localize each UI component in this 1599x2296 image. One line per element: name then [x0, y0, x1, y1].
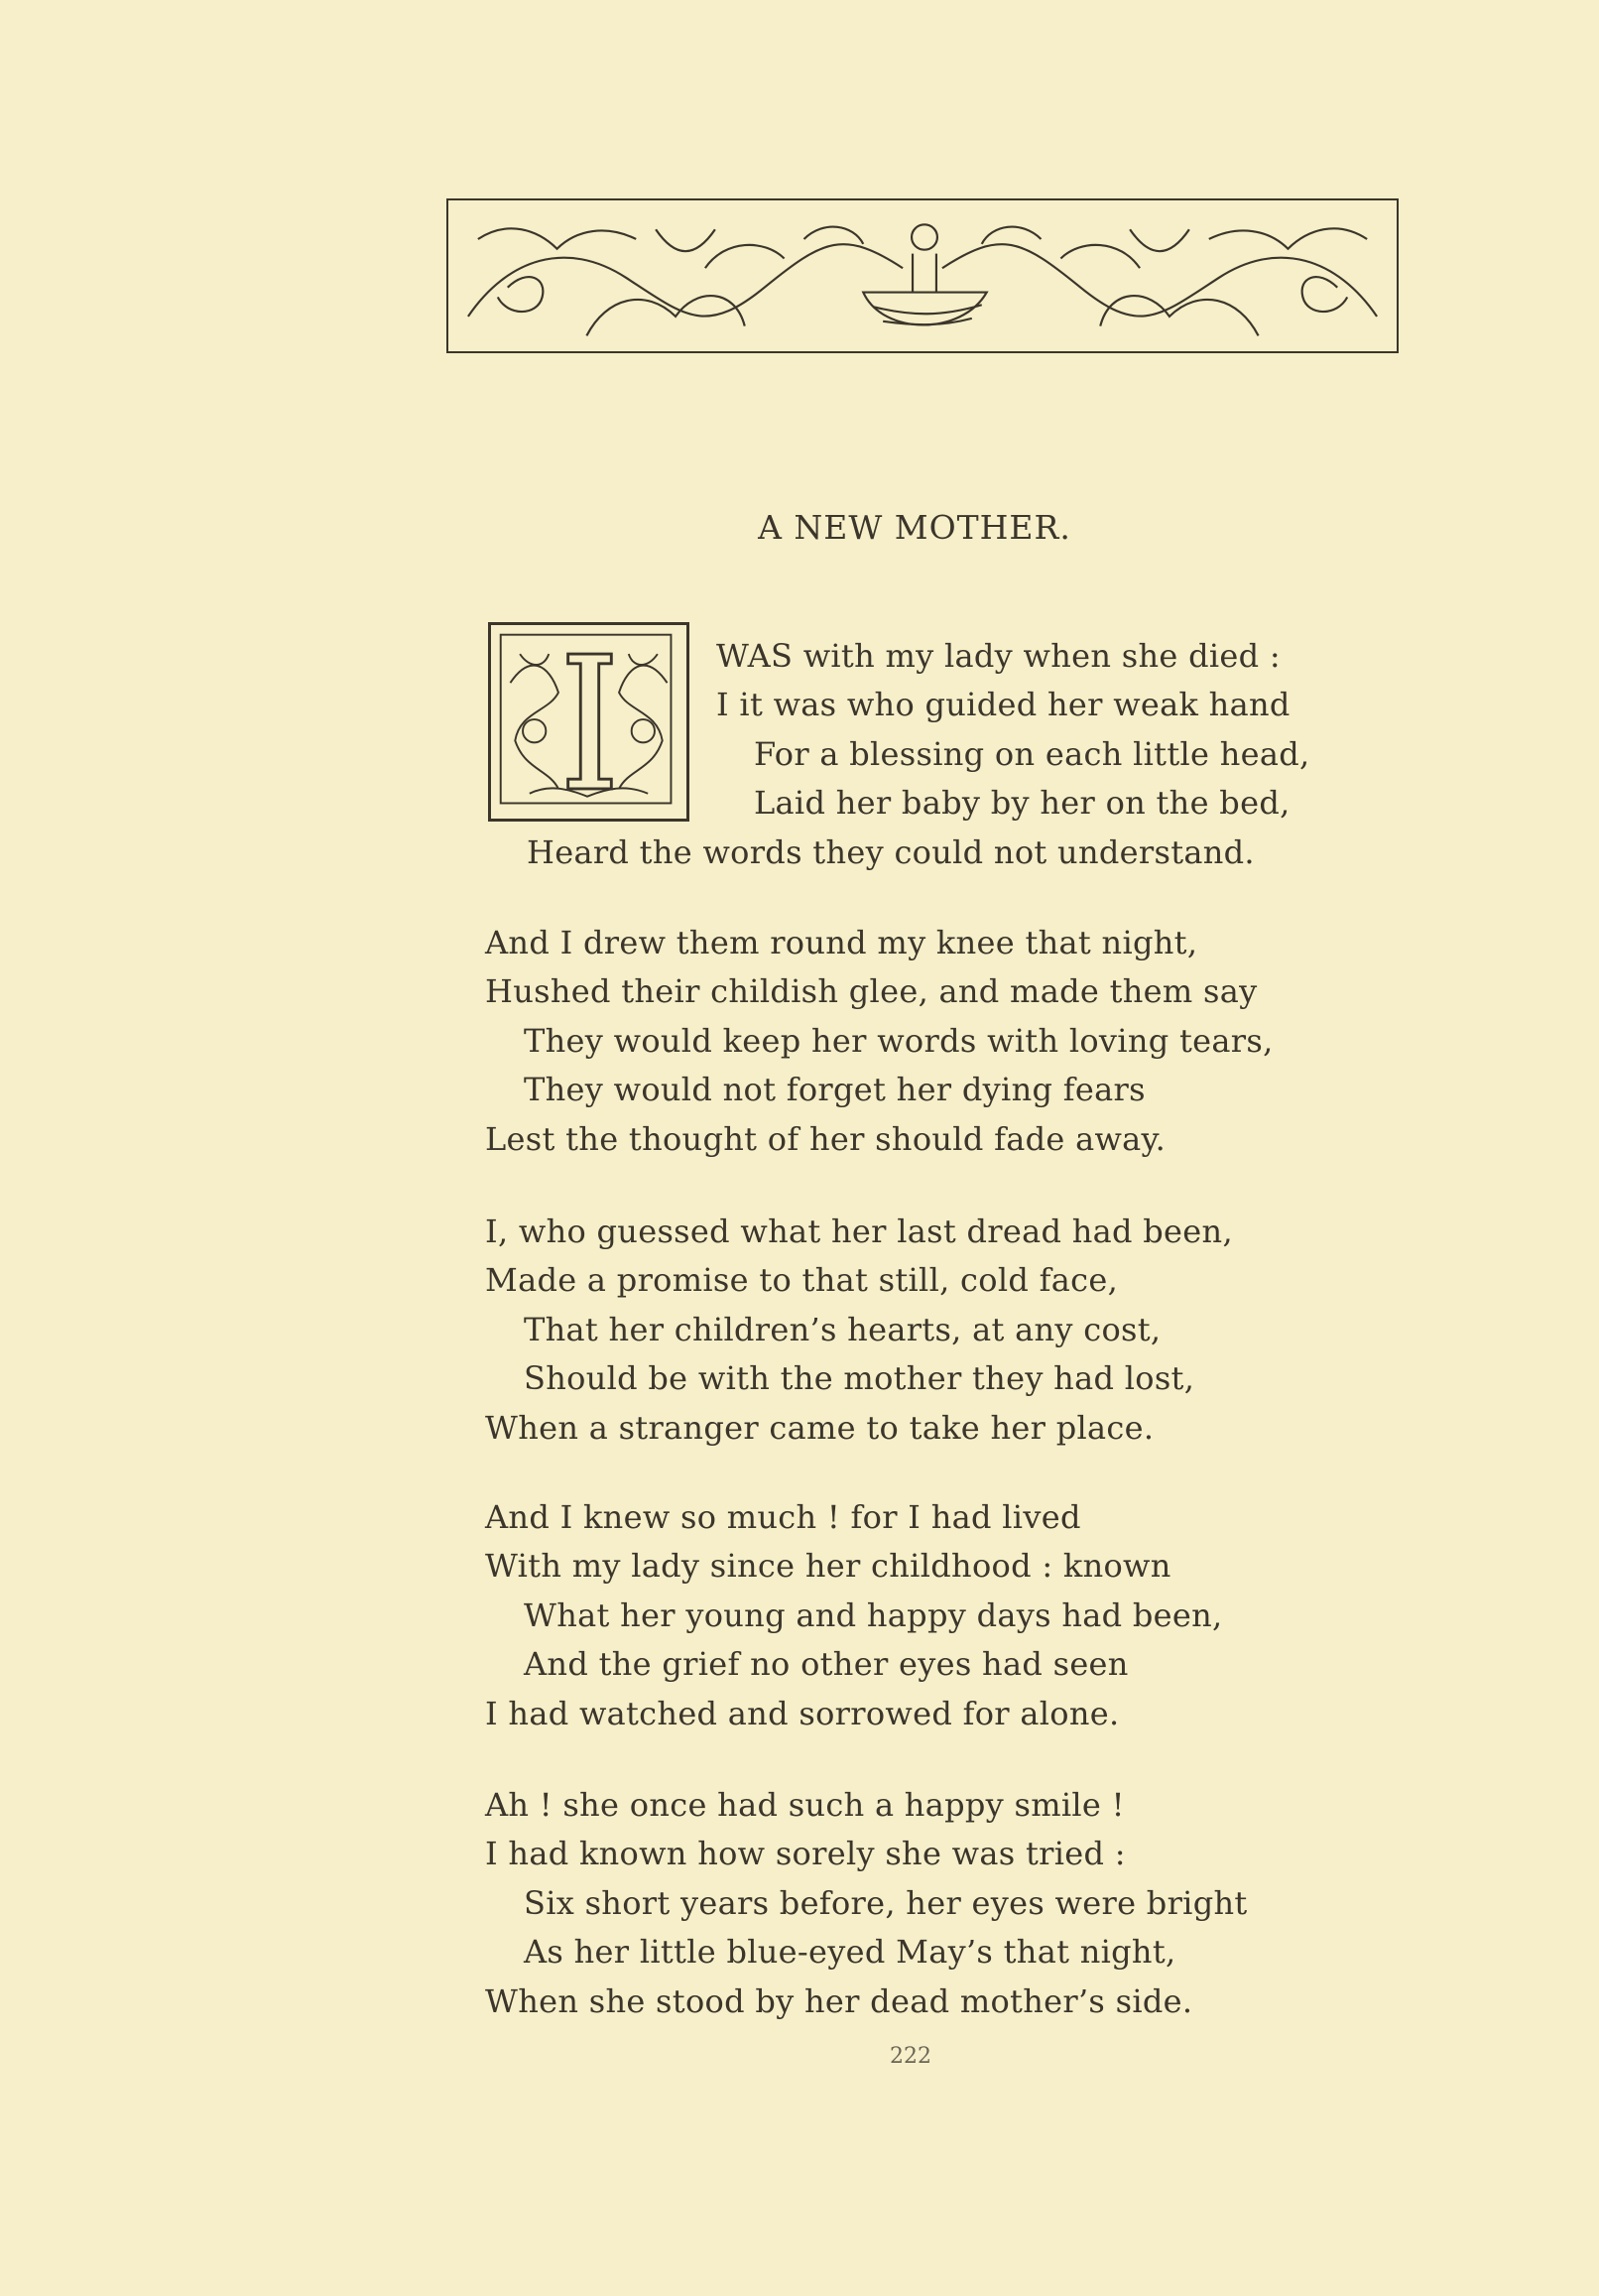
- poem-line: Lest the thought of her should fade away.: [485, 1119, 1167, 1158]
- poem-line: I, who guessed what her last dread had been,: [485, 1212, 1233, 1250]
- poem-line: Made a promise to that still, cold face,: [485, 1261, 1119, 1300]
- poem-line: I had known how sorely she was tried :: [485, 1835, 1126, 1873]
- poem-line: Laid her baby by her on the bed,: [754, 784, 1291, 823]
- header-ornament: [446, 198, 1399, 353]
- poem-line: Ah ! she once had such a happy smile !: [485, 1786, 1125, 1824]
- poem-line: They would keep her words with loving tears,: [524, 1021, 1274, 1060]
- poem-title: A NEW MOTHER.: [758, 508, 1071, 547]
- poem-line: What her young and happy days had been,: [524, 1595, 1223, 1634]
- poem-line: With my lady since her childhood : known: [485, 1547, 1171, 1586]
- poem-line: WAS with my lady when she died :: [716, 637, 1281, 675]
- poem-line: I had watched and sorrowed for alone.: [485, 1694, 1120, 1732]
- poem-line: That her children’s hearts, at any cost,: [524, 1310, 1162, 1348]
- poem-line: I it was who guided her weak hand: [716, 686, 1291, 724]
- poem-line: Six short years before, her eyes were bright: [524, 1883, 1248, 1922]
- drop-cap-initial: [488, 622, 689, 822]
- poem-line: For a blessing on each little head,: [754, 734, 1310, 773]
- poem-line: Heard the words they could not understand.: [527, 832, 1255, 871]
- poem-line: When she stood by her dead mother’s side.: [485, 1981, 1193, 2020]
- poem-line: And I knew so much ! for I had lived: [485, 1498, 1081, 1536]
- poem-line: Should be with the mother they had lost,: [524, 1359, 1195, 1398]
- page-number: 222: [890, 2044, 931, 2069]
- poem-line: And the grief no other eyes had seen: [524, 1645, 1129, 1684]
- poem-line: When a stranger came to take her place.: [485, 1408, 1155, 1447]
- poem-line: As her little blue-eyed May’s that night,: [524, 1933, 1176, 1972]
- poem-line: Hushed their childish glee, and made them say: [485, 972, 1258, 1011]
- poem-line: They would not forget her dying fears: [524, 1071, 1146, 1109]
- poem-line: And I drew them round my knee that night,: [485, 924, 1198, 961]
